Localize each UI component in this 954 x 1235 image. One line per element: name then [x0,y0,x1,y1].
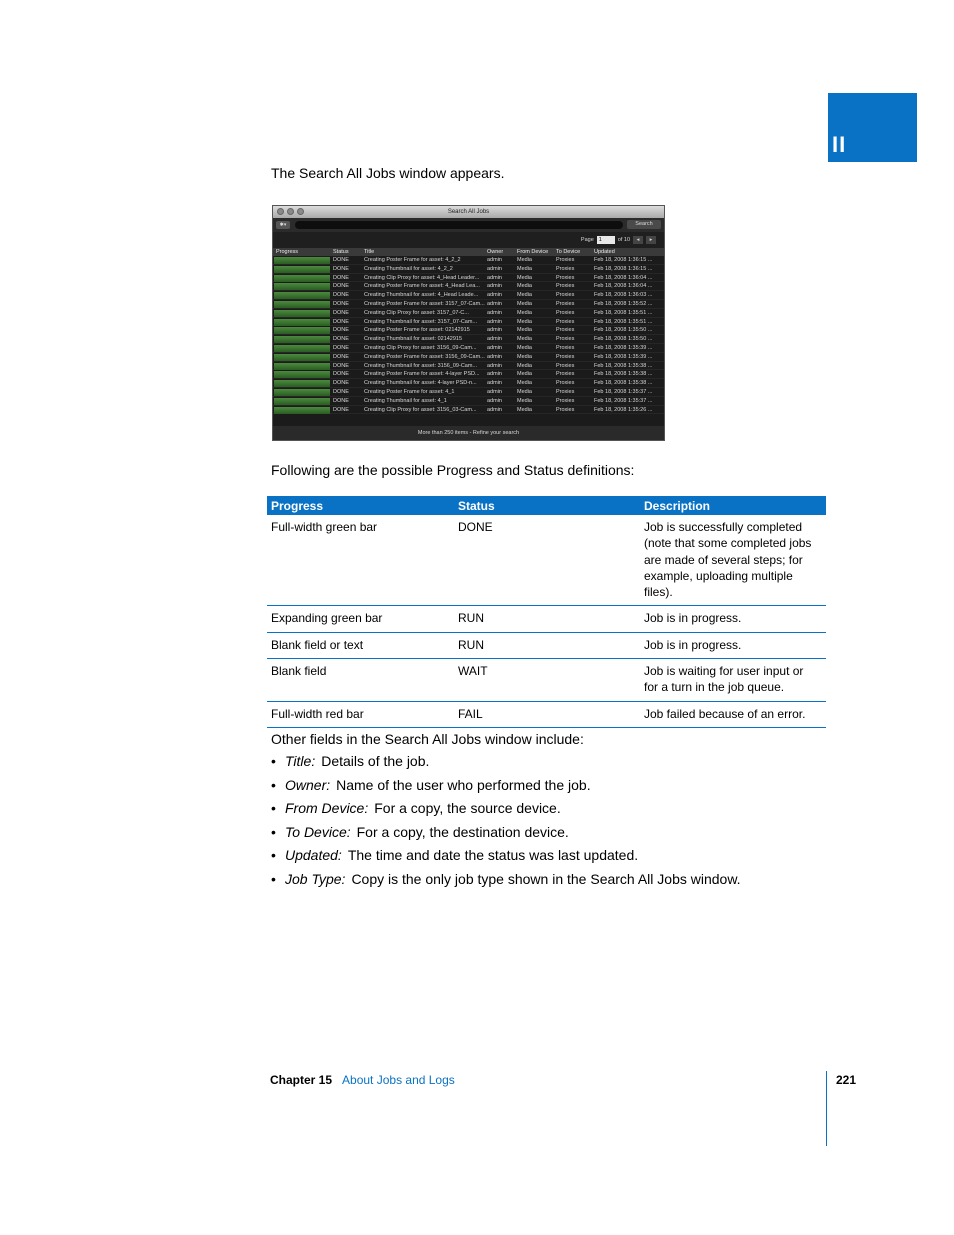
results-list [273,256,664,414]
row-to-device: Proxies [556,257,575,263]
row-from-device: Media [517,362,532,369]
row-updated: Feb 18, 2008 1:35:37 ... [594,397,653,404]
row-owner: admin [487,380,502,387]
status-cell: RUN [454,606,640,632]
row-to-device: Proxies [556,283,575,290]
row-title: Creating Clip Proxy for asset: 3156_03-Cam... [364,406,477,413]
close-light-icon [277,208,284,215]
table-row [273,309,664,318]
list-item: • To Device: For a copy, the destination device. [271,823,569,840]
intro-text: The Search All Jobs window appears. [271,165,505,181]
next-page-icon: ▸ [646,236,656,244]
progress-bar [274,310,330,317]
row-status: DONE [333,388,349,395]
col-from-device: From Device [517,249,549,255]
row-updated: Feb 18, 2008 1:36:04 ... [594,283,653,290]
page-field: 1 [597,236,615,244]
row-from-device: Media [517,265,532,272]
row-to-device: Proxies [556,353,575,360]
row-status: DONE [333,336,349,343]
row-status: DONE [333,327,349,334]
row-updated: Feb 18, 2008 1:35:52 ... [594,300,653,307]
table-row [273,265,664,274]
row-to-device: Proxies [556,388,575,395]
zoom-light-icon [297,208,304,215]
table-row [273,353,664,362]
part-tab [828,93,917,162]
row-updated: Feb 18, 2008 1:35:51 ... [594,309,653,316]
row-owner: admin [487,274,502,281]
row-status: DONE [333,309,349,316]
progress-bar [274,389,330,396]
field-term: Title: [285,753,316,769]
field-text: Name of the user who performed the job. [336,776,591,793]
row-owner: admin [487,283,502,290]
row-owner: admin [487,397,502,404]
row-updated: Feb 18, 2008 1:35:38 ... [594,380,653,387]
row-status: DONE [333,274,349,281]
row-owner: admin [487,327,502,334]
row-title: Creating Thumbnail for asset: 4_2_2 [364,265,453,272]
list-item: • Title: Details of the job. [271,753,430,769]
chapter-title-link[interactable]: About Jobs and Logs [342,1073,455,1087]
results-header [273,248,664,256]
row-from-device: Media [517,257,532,263]
progress-bar [274,380,330,387]
row-title: Creating Clip Proxy for asset: 3156_09-Cam... [364,344,477,351]
row-to-device: Proxies [556,327,575,334]
row-to-device: Proxies [556,397,575,404]
window-footer: More than 250 items - Refine your search [273,426,664,440]
header-description: Description [640,496,826,515]
row-updated: Feb 18, 2008 1:36:15 ... [594,257,653,263]
row-title: Creating Thumbnail for asset: 3157_07-Cam... [364,318,478,325]
row-status: DONE [333,283,349,290]
table-row [267,606,826,632]
field-term: Job Type: [285,870,346,887]
minimize-light-icon [287,208,294,215]
field-list [271,750,741,892]
row-status: DONE [333,406,349,413]
progress-bar [274,266,330,273]
row-to-device: Proxies [556,265,575,272]
row-status: DONE [333,292,349,299]
row-from-device: Media [517,300,532,307]
field-term: From Device: [285,800,369,817]
row-title: Creating Thumbnail for asset: 4-layer PSD-n... [364,380,477,387]
row-from-device: Media [517,380,532,387]
table-row [273,344,664,353]
progress-bar [274,301,330,308]
table-row [273,335,664,344]
row-to-device: Proxies [556,380,575,387]
row-from-device: Media [517,344,532,351]
row-to-device: Proxies [556,344,575,351]
progress-cell: Full-width red bar [267,701,454,727]
row-owner: admin [487,292,502,299]
table-row [273,379,664,388]
row-title: Creating Clip Proxy for asset: 3157_07-C... [364,309,469,316]
row-from-device: Media [517,309,532,316]
progress-bar [274,275,330,282]
row-title: Creating Poster Frame for asset: 4_Head Lea... [364,283,480,290]
col-to-device: To Device [556,249,581,255]
row-updated: Feb 18, 2008 1:35:38 ... [594,362,653,369]
table-row [267,659,826,702]
field-text: The time and date the status was last updated. [347,847,639,864]
progress-bar [274,345,330,352]
row-status: DONE [333,353,349,360]
row-status: DONE [333,257,349,263]
table-row [273,397,664,406]
progress-bar [274,336,330,343]
row-title: Creating Thumbnail for asset: 02142915 [364,336,463,343]
other-fields-intro: Other fields in the Search All Jobs window include: [271,731,584,747]
pager-row [273,232,664,248]
progress-bar [274,407,330,414]
window-title: Search All Jobs [447,209,490,215]
search-field [295,221,623,229]
row-updated: Feb 18, 2008 1:35:50 ... [594,336,653,343]
row-owner: admin [487,336,502,343]
row-to-device: Proxies [556,371,575,378]
window-titlebar [273,206,664,218]
part-tab-label: II [832,132,847,157]
table-row [267,701,826,727]
progress-cell: Full-width green bar [267,515,454,606]
col-title: Title [364,249,375,255]
table-row [267,632,826,658]
row-updated: Feb 18, 2008 1:36:04 ... [594,274,653,281]
row-status: DONE [333,318,349,325]
row-from-device: Media [517,318,532,325]
row-owner: admin [487,406,502,413]
page-footer [270,1073,455,1087]
list-item: • Updated: The time and date the status was last updated. [271,847,639,864]
row-to-device: Proxies [556,318,575,325]
table-row [273,370,664,379]
row-owner: admin [487,309,502,316]
page-number: 221 [836,1073,857,1087]
header-status: Status [454,496,640,515]
page-label: Page [580,237,594,243]
row-title: Creating Poster Frame for asset: 3157_07-Cam... [364,300,485,307]
progress-bar [274,363,330,370]
progress-bar [274,257,330,264]
progress-cell: Blank field [267,659,454,702]
table-row [273,274,664,283]
description-cell: Job is waiting for user input or for a turn in the job queue. [640,659,826,702]
chapter-label: Chapter 15 [270,1073,333,1087]
search-row [273,218,664,232]
row-updated: Feb 18, 2008 1:36:03 ... [594,292,653,299]
row-title: Creating Poster Frame for asset: 4-layer PSD... [364,371,480,378]
page-of-label: of 10 [617,237,630,243]
prev-page-icon: ◂ [633,236,643,244]
row-updated: Feb 18, 2008 1:35:50 ... [594,327,653,334]
row-from-device: Media [517,327,532,334]
status-cell: RUN [454,632,640,658]
row-status: DONE [333,344,349,351]
search-button: Search [627,220,661,229]
row-from-device: Media [517,406,532,413]
row-owner: admin [487,300,502,307]
row-owner: admin [487,353,502,360]
status-cell: FAIL [454,701,640,727]
row-title: Creating Thumbnail for asset: 3156_09-Cam... [364,362,478,369]
progress-bar [274,398,330,405]
row-from-device: Media [517,274,532,281]
header-progress: Progress [267,496,454,515]
col-updated: Updated [594,249,615,255]
row-owner: admin [487,318,502,325]
progress-bar [274,319,330,326]
table-row [273,300,664,309]
row-updated: Feb 18, 2008 1:35:51 ... [594,318,653,325]
table-row [273,291,664,300]
row-from-device: Media [517,388,532,395]
gear-icon: ✱▾ [276,221,290,229]
search-all-jobs-window-screenshot [272,205,665,441]
description-cell: Job failed because of an error. [640,701,826,727]
progress-cell: Expanding green bar [267,606,454,632]
row-owner: admin [487,371,502,378]
progress-bar [274,283,330,290]
row-owner: admin [487,388,502,395]
table-header-row [267,496,826,515]
footer-divider [826,1071,827,1146]
table-row [267,515,826,606]
row-title: Creating Poster Frame for asset: 4_2_2 [364,257,461,263]
description-cell: Job is in progress. [640,606,826,632]
col-progress: Progress [276,249,299,255]
progress-cell: Blank field or text [267,632,454,658]
row-updated: Feb 18, 2008 1:35:38 ... [594,371,653,378]
field-term: Updated: [285,847,342,864]
status-cell: DONE [454,515,640,606]
col-owner: Owner [487,249,504,255]
row-title: Creating Poster Frame for asset: 02142915 [364,327,470,334]
row-title: Creating Thumbnail for asset: 4_1 [364,397,447,404]
row-owner: admin [487,257,502,263]
field-term: Owner: [285,776,331,793]
field-text: For a copy, the destination device. [356,823,569,840]
row-to-device: Proxies [556,336,575,343]
row-from-device: Media [517,292,532,299]
description-cell: Job is successfully completed (note that some completed jobs are made of several steps; for example, uploading multiple files). [640,515,826,606]
table-row [273,406,664,415]
row-to-device: Proxies [556,274,575,281]
row-owner: admin [487,362,502,369]
row-from-device: Media [517,397,532,404]
progress-bar [274,327,330,334]
row-title: Creating Thumbnail for asset: 4_Head Leade... [364,292,479,299]
row-status: DONE [333,362,349,369]
row-to-device: Proxies [556,362,575,369]
row-to-device: Proxies [556,406,575,413]
definitions-table [267,496,826,728]
row-to-device: Proxies [556,300,575,307]
row-status: DONE [333,300,349,307]
row-from-device: Media [517,336,532,343]
status-cell: WAIT [454,659,640,702]
row-status: DONE [333,380,349,387]
row-owner: admin [487,344,502,351]
definitions-intro: Following are the possible Progress and Status definitions: [271,462,635,478]
table-row [273,326,664,335]
table-row [273,362,664,371]
row-status: DONE [333,397,349,404]
description-cell: Job is in progress. [640,632,826,658]
row-updated: Feb 18, 2008 1:36:15 ... [594,265,653,272]
table-row [273,256,664,265]
list-item: • Owner: Name of the user who performed the job. [271,776,591,793]
list-item: • From Device: For a copy, the source device. [271,800,561,817]
row-from-device: Media [517,371,532,378]
window-controls [277,208,304,215]
table-row [273,388,664,397]
list-item: • Job Type: Copy is the only job type shown in the Search All Jobs window. [271,870,741,887]
row-title: Creating Poster Frame for asset: 3156_09-Cam... [364,353,485,360]
row-to-device: Proxies [556,292,575,299]
row-status: DONE [333,371,349,378]
row-updated: Feb 18, 2008 1:35:26 ... [594,406,653,413]
row-owner: admin [487,265,502,272]
row-title: Creating Clip Proxy for asset: 4_Head Leader... [364,274,480,281]
row-to-device: Proxies [556,309,575,316]
field-text: For a copy, the source device. [374,800,561,817]
progress-bar [274,354,330,361]
col-status: Status [333,249,349,255]
row-from-device: Media [517,283,532,290]
progress-bar [274,292,330,299]
table-row [273,318,664,327]
table-row [273,282,664,291]
row-updated: Feb 18, 2008 1:35:37 ... [594,388,653,395]
field-text: Details of the job. [321,753,430,769]
row-status: DONE [333,265,349,272]
progress-bar [274,371,330,378]
field-term: To Device: [285,823,351,840]
row-updated: Feb 18, 2008 1:35:39 ... [594,353,653,360]
row-title: Creating Poster Frame for asset: 4_1 [364,388,455,395]
row-updated: Feb 18, 2008 1:35:39 ... [594,344,653,351]
field-text: Copy is the only job type shown in the Search All Jobs window. [351,870,741,887]
row-from-device: Media [517,353,532,360]
